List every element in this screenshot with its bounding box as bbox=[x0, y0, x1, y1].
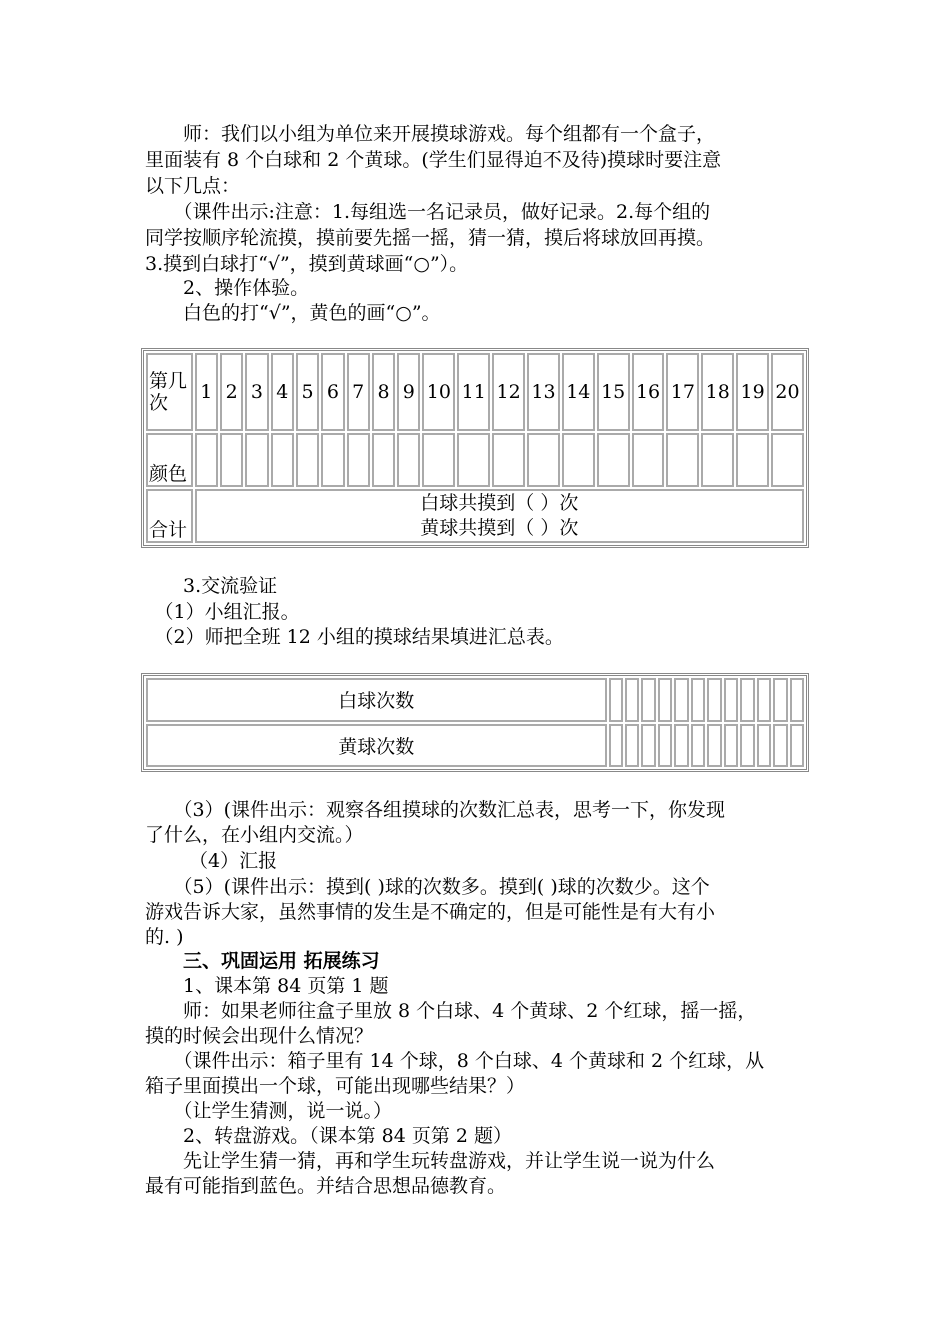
draw-number-cell: 17 bbox=[666, 353, 699, 431]
summary-cell bbox=[740, 678, 754, 722]
list-item: （1）小组汇报。 bbox=[145, 601, 300, 623]
paragraph-line: 3.摸到白球打“√”，摸到黄球画“○”）。 bbox=[145, 253, 469, 275]
paragraph-line: 师：如果老师往盒子里放 8 个白球、4 个黄球、2 个红球，摇一摇， bbox=[145, 1000, 757, 1022]
yellow-total-text: 黄球共摸到（ ）次 bbox=[420, 517, 579, 539]
color-cell bbox=[220, 433, 243, 487]
white-count-label: 白球次数 bbox=[146, 678, 607, 722]
paragraph-line: 里面装有 8 个白球和 2 个黄球。(学生们显得迫不及待)摸球时要注意 bbox=[145, 149, 722, 171]
paragraph-line: 游戏告诉大家，虽然事情的发生是不确定的，但是可能性是有大有小 bbox=[145, 901, 716, 923]
paragraph-line: （4）汇报 bbox=[145, 850, 278, 872]
paragraph-line: 了什么，在小组内交流。） bbox=[145, 824, 364, 846]
color-cell bbox=[562, 433, 595, 487]
color-cell bbox=[245, 433, 268, 487]
section-title: 3.交流验证 bbox=[145, 575, 278, 597]
summary-cell bbox=[707, 724, 721, 768]
color-cell bbox=[397, 433, 420, 487]
summary-cell bbox=[773, 724, 787, 768]
draw-number-cell: 14 bbox=[562, 353, 595, 431]
color-row-header: 颜色 bbox=[146, 433, 193, 487]
draw-number-cell: 2 bbox=[220, 353, 243, 431]
draw-number-cell: 1 bbox=[195, 353, 218, 431]
paragraph-line: （3）(课件出示：观察各组摸球的次数汇总表，思考一下，你发现 bbox=[145, 799, 726, 821]
paragraph-line: 的. ) bbox=[145, 926, 184, 948]
draw-number-cell: 13 bbox=[527, 353, 560, 431]
draw-number-cell: 10 bbox=[422, 353, 455, 431]
color-cell bbox=[701, 433, 734, 487]
color-cell bbox=[296, 433, 319, 487]
summary-cell bbox=[757, 724, 771, 768]
draw-number-cell: 19 bbox=[736, 353, 769, 431]
summary-cell bbox=[724, 724, 738, 768]
total-cell bbox=[195, 489, 804, 543]
draw-number-cell: 11 bbox=[457, 353, 490, 431]
summary-cell bbox=[790, 678, 805, 722]
summary-cell bbox=[658, 724, 672, 768]
paragraph-line: （让学生猜测，说一说。） bbox=[145, 1100, 393, 1122]
summary-cell bbox=[609, 678, 623, 722]
paragraph-line: 摸的时候会出现什么情况？ bbox=[145, 1025, 374, 1047]
summary-cell bbox=[691, 724, 705, 768]
summary-table bbox=[141, 673, 809, 772]
draw-number-cell: 8 bbox=[372, 353, 395, 431]
paragraph-line: （课件出示：箱子里有 14 个球，8 个白球、4 个黄球和 2 个红球，从 bbox=[145, 1050, 765, 1072]
paragraph-line: 同学按顺序轮流摸，摸前要先摇一摇，猜一猜，摸后将球放回再摸。 bbox=[145, 227, 716, 249]
color-cell bbox=[321, 433, 344, 487]
color-cell bbox=[597, 433, 630, 487]
summary-cell bbox=[724, 678, 738, 722]
draw-number-cell: 7 bbox=[347, 353, 370, 431]
draw-number-cell: 6 bbox=[321, 353, 344, 431]
color-cell bbox=[457, 433, 490, 487]
section-heading: 三、巩固运用 拓展练习 bbox=[145, 950, 380, 972]
color-cell bbox=[372, 433, 395, 487]
paragraph-line: 最有可能指到蓝色。并结合思想品德教育。 bbox=[145, 1175, 507, 1197]
draw-number-cell: 15 bbox=[597, 353, 630, 431]
draw-number-cell: 12 bbox=[492, 353, 525, 431]
summary-cell bbox=[641, 724, 655, 768]
summary-cell bbox=[707, 678, 721, 722]
color-cell bbox=[527, 433, 560, 487]
color-cell bbox=[347, 433, 370, 487]
summary-cell bbox=[674, 678, 688, 722]
white-total-text: 白球共摸到（ ）次 bbox=[420, 492, 579, 514]
ball-record-table bbox=[141, 348, 809, 548]
paragraph-line: 2、操作体验。 bbox=[145, 277, 310, 299]
draw-number-cell: 16 bbox=[632, 353, 665, 431]
color-cell bbox=[666, 433, 699, 487]
summary-cell bbox=[790, 724, 805, 768]
summary-cell bbox=[609, 724, 623, 768]
draw-number-cell: 20 bbox=[771, 353, 804, 431]
paragraph-line: （5）(课件出示：摸到( )球的次数多。摸到( )球的次数少。这个 bbox=[145, 876, 710, 898]
draw-number-cell: 9 bbox=[397, 353, 420, 431]
list-item: （2）师把全班 12 小组的摸球结果填进汇总表。 bbox=[145, 626, 564, 648]
summary-cell bbox=[674, 724, 688, 768]
color-cell bbox=[422, 433, 455, 487]
paragraph-line: （课件出示:注意：1.每组选一名记录员，做好记录。2.每个组的 bbox=[145, 201, 711, 223]
color-cell bbox=[492, 433, 525, 487]
paragraph-line: 箱子里面摸出一个球，可能出现哪些结果？） bbox=[145, 1075, 526, 1097]
paragraph-line: 2、转盘游戏。（课本第 84 页第 2 题） bbox=[145, 1125, 513, 1147]
draw-number-cell: 18 bbox=[701, 353, 734, 431]
draw-number-cell: 5 bbox=[296, 353, 319, 431]
color-cell bbox=[771, 433, 804, 487]
paragraph-line: 师：我们以小组为单位来开展摸球游戏。每个组都有一个盒子， bbox=[145, 123, 716, 145]
paragraph-line: 1、课本第 84 页第 1 题 bbox=[145, 975, 389, 997]
summary-cell bbox=[625, 678, 639, 722]
summary-cell bbox=[658, 678, 672, 722]
paragraph-line: 以下几点： bbox=[145, 175, 241, 197]
color-cell bbox=[271, 433, 294, 487]
color-cell bbox=[195, 433, 218, 487]
summary-cell bbox=[773, 678, 787, 722]
color-cell bbox=[736, 433, 769, 487]
summary-cell bbox=[641, 678, 655, 722]
summary-cell bbox=[625, 724, 639, 768]
draw-number-cell: 4 bbox=[271, 353, 294, 431]
total-row-header: 合计 bbox=[146, 489, 193, 543]
summary-cell bbox=[740, 724, 754, 768]
yellow-count-label: 黄球次数 bbox=[146, 724, 607, 768]
summary-cell bbox=[757, 678, 771, 722]
paragraph-line: 白色的打“√”，黄色的画“○”。 bbox=[145, 302, 441, 324]
color-cell bbox=[632, 433, 665, 487]
draw-number-cell: 3 bbox=[245, 353, 268, 431]
summary-cell bbox=[691, 678, 705, 722]
paragraph-line: 先让学生猜一猜，再和学生玩转盘游戏，并让学生说一说为什么 bbox=[145, 1150, 716, 1172]
draw-number-header: 第几次 bbox=[146, 353, 193, 431]
